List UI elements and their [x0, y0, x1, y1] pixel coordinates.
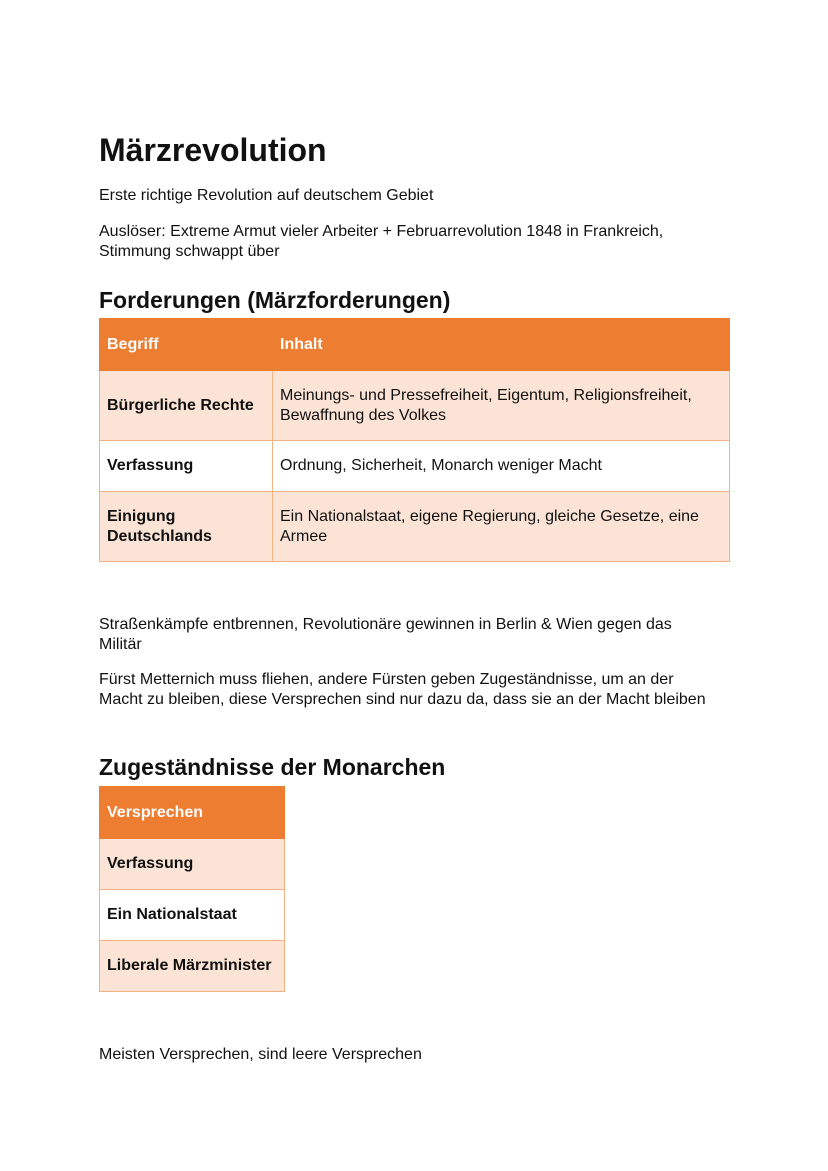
row-content: Ein Nationalstaat, eigene Regierung, gleiche Gesetze, eine Armee — [273, 492, 730, 562]
table-row — [100, 839, 285, 890]
versprechen-table — [99, 786, 285, 992]
row-term: Einigung Deutschlands — [100, 492, 273, 562]
paragraph-metternich: Fürst Metternich muss fliehen, andere Fürsten geben Zugeständnisse, um an der Macht zu bleiben, diese Versprechen sind nur dazu da, dass sie an der Macht bleiben — [99, 671, 706, 708]
row-content: Ordnung, Sicherheit, Monarch weniger Macht — [273, 441, 730, 492]
promise-item: Ein Nationalstaat — [100, 890, 285, 941]
section-heading-forderungen: Forderungen (Märzforderungen) — [99, 287, 451, 313]
column-header-versprechen: Versprechen — [100, 787, 285, 839]
table-header-row — [100, 319, 730, 371]
page-title: Märzrevolution — [99, 132, 327, 168]
paragraph-strassenkaempfe: Straßenkämpfe entbrennen, Revolutionäre gewinnen in Berlin & Wien gegen das Militär — [99, 616, 672, 653]
intro-line-1: Erste richtige Revolution auf deutschem Gebiet — [99, 187, 434, 204]
column-header-begriff: Begriff — [100, 319, 273, 371]
table-header-row — [100, 787, 285, 839]
row-term: Bürgerliche Rechte — [100, 371, 273, 441]
table-row — [100, 941, 285, 992]
promise-item: Liberale Märzminister — [100, 941, 285, 992]
table-row — [100, 441, 730, 492]
column-header-inhalt: Inhalt — [273, 319, 730, 371]
forderungen-table — [99, 318, 730, 562]
row-term: Verfassung — [100, 441, 273, 492]
section-heading-zugestaendnisse: Zugeständnisse der Monarchen — [99, 754, 446, 780]
promise-item: Verfassung — [100, 839, 285, 890]
table-row — [100, 890, 285, 941]
closing-paragraph: Meisten Versprechen, sind leere Versprechen — [99, 1046, 422, 1063]
table-row — [100, 371, 730, 441]
table-row — [100, 492, 730, 562]
intro-line-2: Auslöser: Extreme Armut vieler Arbeiter + Februarrevolution 1848 in Frankreich, Stimmung schwappt über — [99, 223, 664, 260]
row-content: Meinungs- und Pressefreiheit, Eigentum, Religionsfreiheit, Bewaffnung des Volkes — [273, 371, 730, 441]
